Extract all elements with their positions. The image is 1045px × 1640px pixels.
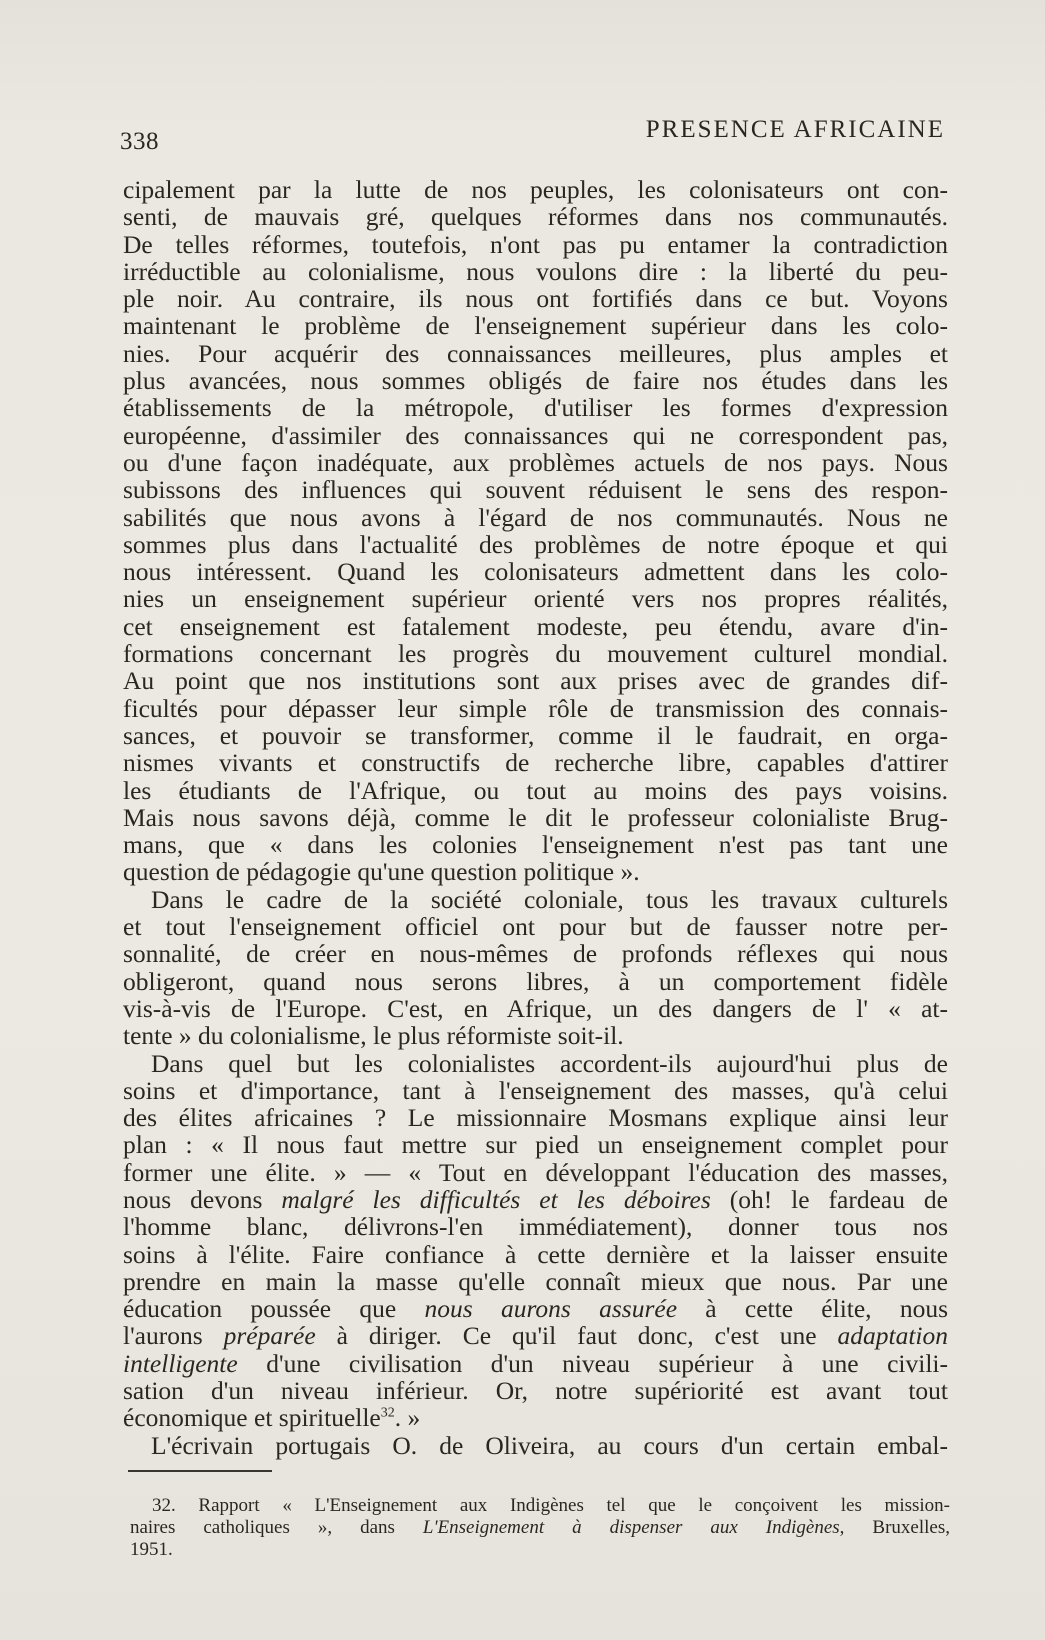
footnote-line: 1951.: [130, 1539, 173, 1560]
text-line: formations concernant les progrès du mouvement culturel mondial.: [123, 639, 948, 669]
text-line: soins à l'élite. Faire confiance à cette dernière et la laisser ensuite: [123, 1239, 948, 1269]
text-line: ple noir. Au contraire, ils nous ont fortifiés dans ce but. Voyons: [123, 284, 948, 314]
footnote-line: [130, 1517, 950, 1539]
text-line: subissons des influences qui souvent réduisent le sens des respon-: [123, 475, 948, 505]
italic-run: nous aurons assurée: [424, 1294, 678, 1324]
text-run: d'une civilisation d'un niveau supérieur à une civili-: [237, 1348, 948, 1378]
text-line: mans, que « dans les colonies l'enseignement n'est pas tant une: [123, 830, 948, 860]
footnote-divider: [128, 1470, 272, 1472]
footnote-title: L'Enseignement à dispenser aux Indigènes: [422, 1517, 840, 1538]
text-line: soins et d'importance, tant à l'enseignement des masses, qu'à celui: [123, 1075, 948, 1105]
text-line: sabilités que nous avons à l'égard de nos communautés. Nous ne: [123, 502, 948, 532]
italic-run: malgré les difficultés et les déboires: [281, 1184, 711, 1214]
text-line: sation d'un niveau inférieur. Or, notre supériorité est avant tout: [123, 1376, 948, 1406]
text-run: économique et spirituelle: [123, 1403, 381, 1433]
text-run: à cette élite, nous: [677, 1294, 948, 1324]
page-header: [120, 112, 945, 156]
text-run: éducation poussée que: [123, 1294, 425, 1324]
text-line: Mais nous savons déjà, comme le dit le professeur colonialiste Brug-: [123, 802, 948, 832]
text-line: l'homme blanc, délivrons-l'en immédiatement), donner tous nos: [123, 1212, 948, 1242]
footnote-text: naires catholiques », dans: [130, 1517, 423, 1538]
text-line: nous intéressent. Quand les colonisateurs admettent dans les colo-: [123, 557, 948, 587]
footnote-text: , Bruxelles,: [839, 1517, 950, 1538]
italic-run: adaptation: [837, 1321, 948, 1351]
italic-run: intelligente: [123, 1348, 238, 1378]
text-line: les étudiants de l'Afrique, ou tout au moins des pays voisins.: [123, 775, 948, 805]
page-number: 338: [120, 128, 159, 155]
text-line: sonnalité, de créer en nous-mêmes de profonds réflexes qui nous: [123, 939, 948, 969]
text-run: à diriger. Ce qu'il faut donc, c'est une: [315, 1321, 838, 1351]
footnote-line: [130, 1495, 950, 1517]
text-line: sances, et pouvoir se transformer, comme il le faudrait, en orga-: [123, 720, 948, 750]
text-line: établissements de la métropole, d'utiliser les formes d'expression: [123, 393, 948, 423]
text-line: ou d'une façon inadéquate, aux problèmes actuels de nos pays. Nous: [123, 447, 948, 477]
text-line: nismes vivants et constructifs de recherche libre, capables d'attirer: [123, 748, 948, 778]
text-line: [123, 1322, 948, 1349]
text-line: cipalement par la lutte de nos peuples, les colonisateurs ont con-: [123, 175, 948, 204]
text-line: [123, 1350, 948, 1377]
text-line: Dans quel but les colonialistes accordent-ils aujourd'hui plus de: [151, 1048, 948, 1078]
text-line: De telles réformes, toutefois, n'ont pas pu entamer la contradiction: [123, 229, 948, 259]
running-title: PRESENCE AFRICAINE: [645, 116, 945, 143]
text-line: [123, 1186, 948, 1213]
text-line: [123, 1295, 948, 1322]
text-line: Au point que nos institutions sont aux prises avec de grandes dif-: [123, 666, 948, 696]
text-line: question de pédagogie qu'une question politique ».: [123, 857, 640, 887]
text-line: [123, 1404, 948, 1431]
text-run: l'aurons: [123, 1321, 224, 1351]
text-line: vis-à-vis de l'Europe. C'est, en Afrique, un des dangers de l' « at-: [123, 993, 948, 1023]
text-line: tente » du colonialisme, le plus réformiste soit-il.: [123, 1021, 624, 1051]
text-line: cet enseignement est fatalement modeste, peu étendu, avare d'in-: [123, 611, 948, 641]
text-line: senti, de mauvais gré, quelques réformes dans nos communautés.: [123, 202, 948, 232]
text-line: maintenant le problème de l'enseignement supérieur dans les colo-: [123, 311, 948, 341]
text-line: européenne, d'assimiler des connaissances qui ne correspondent pas,: [123, 420, 948, 450]
text-line: et tout l'enseignement officiel ont pour but de fausser notre per-: [123, 912, 948, 942]
footnote: [130, 1495, 950, 1561]
text-line: des élites africaines ? Le missionnaire Mosmans explique ainsi leur: [123, 1103, 948, 1133]
text-line: obligeront, quand nous serons libres, à un comportement fidèle: [123, 966, 948, 996]
italic-run: préparée: [223, 1321, 316, 1351]
text-line: prendre en main la masse qu'elle connaît mieux que nous. Par une: [123, 1266, 948, 1296]
footnote-number: 32.: [152, 1495, 176, 1516]
text-line: nies. Pour acquérir des connaissances meilleures, plus amples et: [123, 338, 948, 368]
text-run: (oh! le fardeau de: [710, 1184, 948, 1214]
text-line: former une élite. » — « Tout en développant l'éducation des masses,: [123, 1157, 948, 1187]
footnote-reference[interactable]: 32: [380, 1405, 395, 1421]
text-line: irréductible au colonialisme, nous voulons dire : la liberté du peu-: [123, 256, 948, 286]
text-line: L'écrivain portugais O. de Oliveira, au cours d'un certain embal-: [151, 1430, 948, 1460]
text-line: plus avancées, nous sommes obligés de faire nos études dans les: [123, 366, 948, 396]
text-line: plan : « Il nous faut mettre sur pied un enseignement complet pour: [123, 1130, 948, 1160]
body-text: [123, 176, 948, 1459]
text-line: nies un enseignement supérieur orienté vers nos propres réalités,: [123, 584, 948, 614]
text-line: sommes plus dans l'actualité des problèmes de notre époque et qui: [123, 529, 948, 559]
text-run: nous devons: [123, 1184, 282, 1214]
text-line: ficultés pour dépasser leur simple rôle de transmission des connais-: [123, 693, 948, 723]
footnote-text: Rapport « L'Enseignement aux Indigènes tel que le conçoivent les mission-: [175, 1495, 950, 1516]
text-run: . »: [394, 1403, 421, 1433]
text-line: Dans le cadre de la société coloniale, tous les travaux culturels: [151, 884, 948, 914]
